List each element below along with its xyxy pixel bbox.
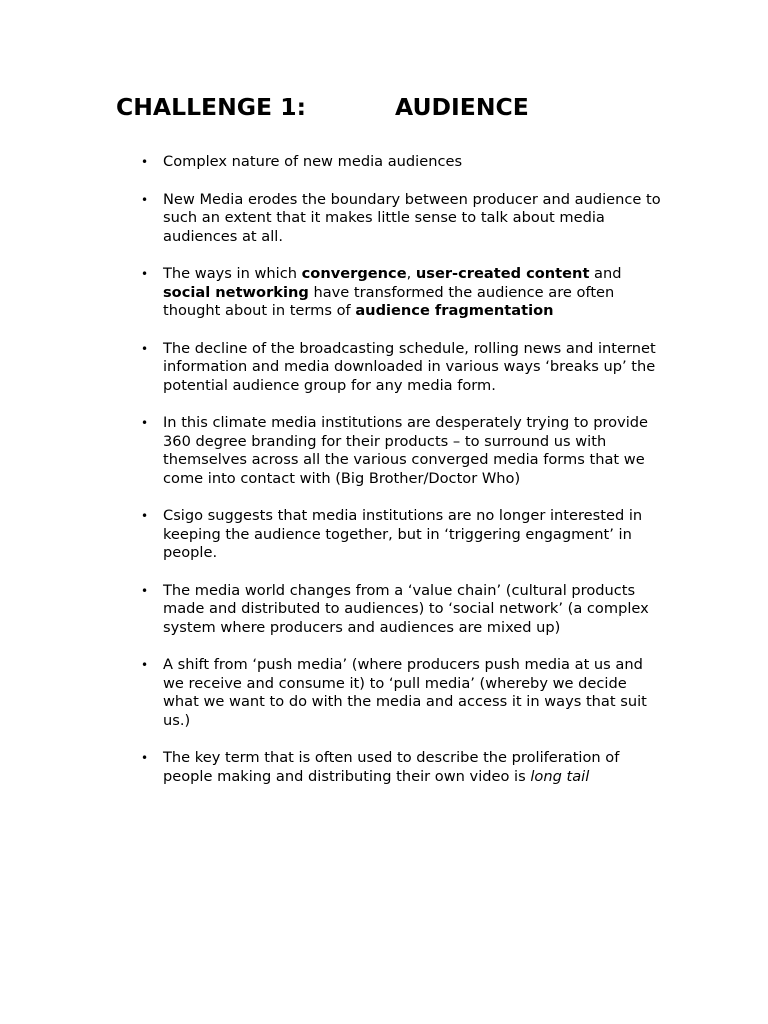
bold-term: convergence: [301, 265, 407, 282]
text-run: have transformed the audience are often thought about in terms of: [163, 283, 615, 319]
text-run: Complex nature of new media audiences: [163, 153, 463, 170]
text-run: The decline of the broadcasting schedule, rolling news and internet information and media downloaded in various ways ‘breaks up’ the potential audience group for any media form.: [163, 339, 656, 394]
bold-term: audience fragmentation: [355, 302, 554, 319]
list-item-text: [163, 153, 462, 170]
text-run: New Media erodes the boundary between producer and audience to such an extent that it makes little sense to talk about media audiences at all.: [163, 190, 661, 245]
list-item-text: [163, 414, 648, 487]
bullet-icon: •: [141, 751, 149, 765]
list-item: [141, 581, 663, 638]
text-run: The ways in which: [163, 265, 302, 282]
bullet-icon: •: [141, 155, 149, 169]
list-item-text: [163, 340, 656, 394]
bold-term: social networking: [163, 283, 309, 301]
text-run: ,: [406, 265, 416, 282]
title-topic: AUDIENCE: [395, 93, 529, 121]
bullet-icon: •: [141, 583, 149, 598]
list-item-text: [163, 191, 661, 245]
list-item-text: [163, 582, 649, 636]
text-run: and: [589, 265, 622, 282]
list-item-text: [163, 265, 622, 319]
text-run: In this climate media institutions are desperately trying to provide 360 degree branding for their products – to surround us with themselves across all the various converged media forms that we come into contact with (Big Brother/Doctor Who): [163, 414, 648, 487]
list-item: [141, 414, 663, 488]
bullet-icon: •: [141, 509, 149, 523]
list-item: [141, 507, 663, 563]
bullet-icon: •: [141, 192, 149, 207]
list-item-text: [163, 749, 619, 785]
bold-term: user-created content: [415, 265, 590, 282]
bullet-icon: •: [141, 658, 149, 672]
list-item: [141, 190, 663, 247]
list-item-text: [163, 507, 642, 561]
bullet-icon: •: [141, 341, 149, 356]
text-run: The key term that is often used to describe the proliferation of people making and distributing their own video is: [163, 749, 620, 785]
list-item: [141, 749, 663, 786]
italic-term: long tail: [530, 767, 590, 785]
bullet-list: [141, 153, 663, 805]
bullet-icon: •: [141, 267, 149, 281]
bullet-icon: •: [141, 416, 149, 430]
list-item: [141, 265, 663, 321]
list-item: [141, 656, 663, 730]
text-run: A shift from ‘push media’ (where producers push media at us and we receive and consume it) to ‘pull media’ (whereby we decide what we want to do with the media and access it in ways that suit us.): [163, 656, 647, 729]
text-run: The media world changes from a ‘value chain’ (cultural products made and distributed to audiences) to ‘social network’ (a complex system where producers and audiences are mixed up): [163, 581, 649, 636]
list-item: [141, 339, 663, 396]
text-run: Csigo suggests that media institutions are no longer interested in keeping the audience together, but in ‘triggering engagment’ in people.: [163, 507, 643, 561]
list-item-text: [163, 656, 647, 729]
page-title: [116, 90, 529, 124]
list-item: [141, 153, 663, 172]
title-label: CHALLENGE 1:: [116, 93, 307, 121]
